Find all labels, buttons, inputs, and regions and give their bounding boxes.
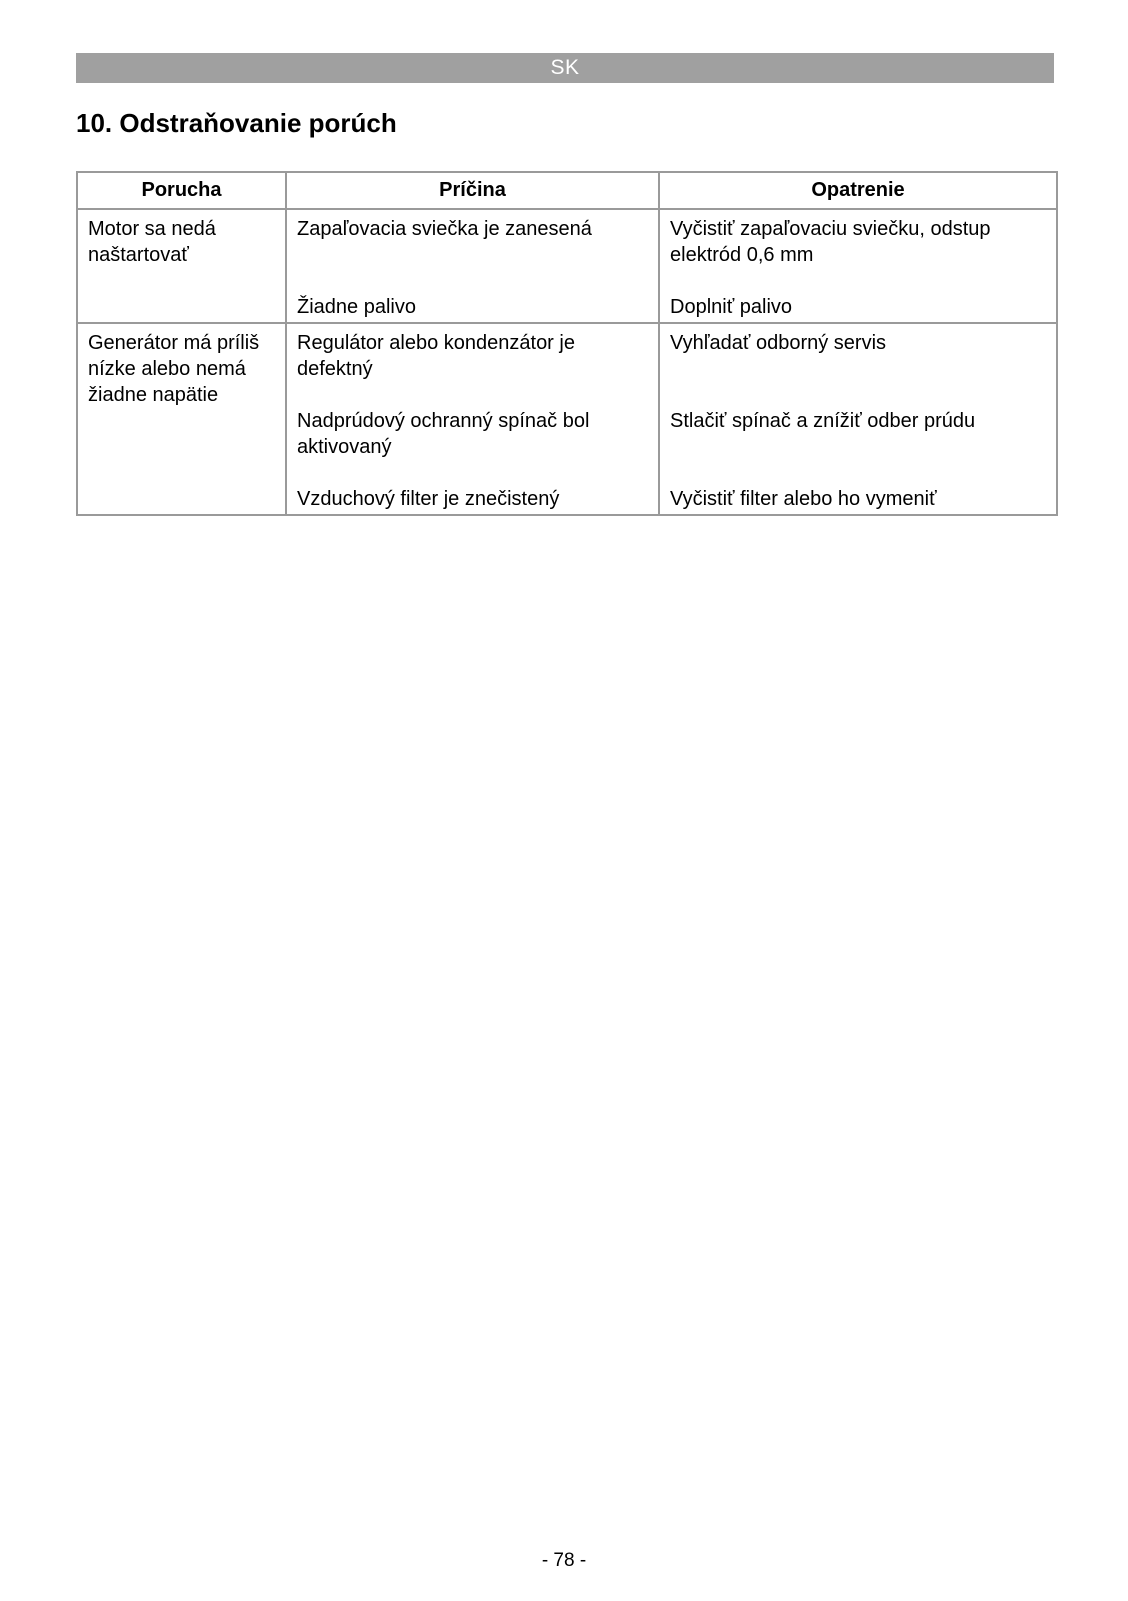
action-cell — [659, 323, 1057, 515]
cause-text: Žiadne palivo — [297, 296, 416, 318]
table-header-row — [77, 172, 1057, 209]
fault-cell — [77, 209, 286, 323]
fault-text: Generátor má príliš nízke alebo nemá žiadne napätie — [88, 332, 260, 406]
action-text: Vyčistiť zapaľovaciu sviečku, odstup elektród 0,6 mm — [670, 218, 991, 266]
cause-cell — [286, 209, 659, 323]
action-text: Vyhľadať odborný servis — [670, 332, 887, 354]
cause-text: Vzduchový filter je znečistený — [297, 488, 560, 510]
troubleshooting-table — [76, 171, 1058, 516]
cause-cell — [286, 323, 659, 515]
action-text: Doplniť palivo — [670, 296, 793, 318]
fault-cell — [77, 323, 286, 515]
cause-text: Regulátor alebo kondenzátor je defektný — [297, 332, 575, 380]
table-row — [77, 323, 1057, 515]
column-header-action: Opatrenie — [659, 172, 1057, 209]
action-text: Vyčistiť filter alebo ho vymeniť — [670, 488, 937, 510]
cause-text: Zapaľovacia sviečka je zanesená — [297, 218, 592, 240]
table-row — [77, 209, 1057, 323]
language-tag: SK — [550, 56, 580, 79]
section-title: 10. Odstraňovanie porúch — [76, 108, 397, 138]
fault-text: Motor sa nedá naštartovať — [88, 218, 216, 266]
column-header-fault: Porucha — [77, 172, 286, 209]
column-header-cause: Príčina — [286, 172, 659, 209]
action-text: Stlačiť spínač a znížiť odber prúdu — [670, 410, 976, 432]
language-header-bar — [76, 53, 1054, 83]
action-cell — [659, 209, 1057, 323]
page-number: - 78 - — [541, 1550, 587, 1571]
cause-text: Nadprúdový ochranný spínač bol aktivovaný — [297, 410, 590, 458]
